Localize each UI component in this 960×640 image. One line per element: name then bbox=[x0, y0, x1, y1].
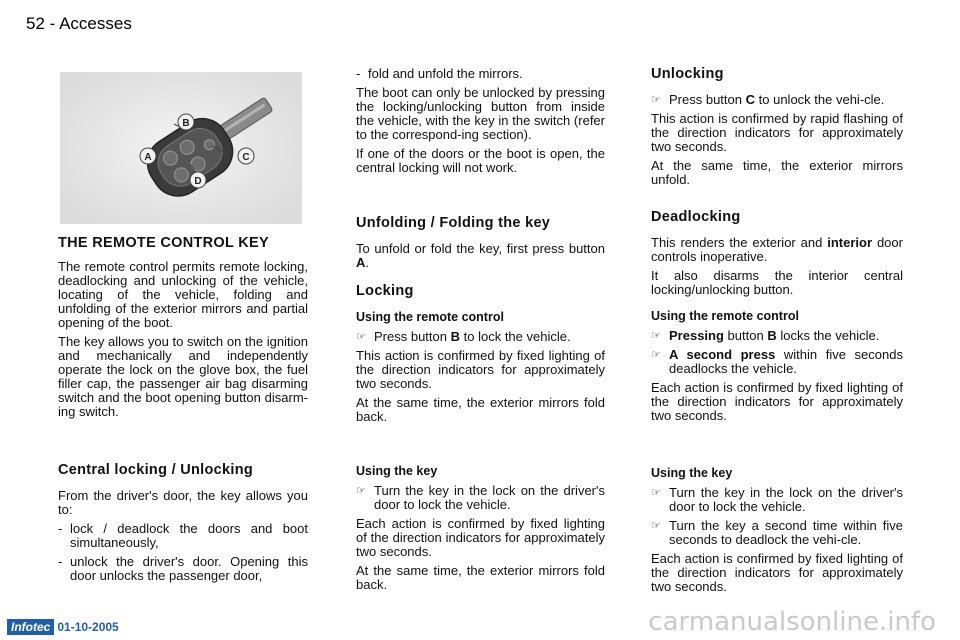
list-item-text: Turn the key in the lock on the driver's door to lock the vehicle. bbox=[669, 485, 903, 514]
paragraph: This renders the exterior and interior door controls inoperative. bbox=[651, 235, 903, 264]
paragraph: At the same time, the exterior mirrors unfold. bbox=[651, 158, 903, 187]
column-1-bottom bbox=[58, 463, 308, 588]
unfolding-heading: Unfolding / Folding the key bbox=[356, 215, 551, 231]
paragraph: To unfold or fold the key, first press button A. bbox=[356, 241, 605, 270]
svg-text:B: B bbox=[182, 118, 190, 129]
paragraph: It also disarms the interior central locking/unlocking button. bbox=[651, 268, 903, 297]
button-label-c bbox=[238, 148, 254, 164]
locking-heading: Locking bbox=[356, 283, 414, 299]
svg-text:D: D bbox=[194, 176, 202, 187]
paragraph: From the driver's door, the key allows you to: bbox=[58, 488, 308, 517]
dash-marker: - bbox=[58, 521, 63, 536]
list-item bbox=[356, 330, 605, 344]
column-3-top bbox=[651, 67, 903, 192]
unlocking-heading: Unlocking bbox=[651, 66, 724, 82]
list-item bbox=[356, 67, 605, 81]
paragraph: If one of the doors or the boot is open, the central locking will not work. bbox=[356, 146, 605, 175]
list-item-text: Press button B to lock the vehicle. bbox=[374, 329, 571, 344]
column-2-bottom bbox=[356, 464, 605, 597]
column-3-middle bbox=[651, 210, 903, 428]
list-item bbox=[356, 484, 605, 512]
pointing-hand-icon: ☞ bbox=[651, 94, 661, 106]
paragraph: Each action is confirmed by fixed lighting of the direction indicators for approximately two seconds. bbox=[651, 380, 903, 423]
pointing-hand-icon: ☞ bbox=[651, 520, 661, 532]
list-item bbox=[651, 93, 903, 107]
button-label-b bbox=[178, 114, 194, 130]
list-item bbox=[651, 348, 903, 376]
watermark: carmanualsonline.info bbox=[648, 607, 936, 637]
footer-date: 01-10-2005 bbox=[57, 620, 119, 634]
list-item-text: lock / deadlock the doors and boot simultaneously, bbox=[70, 521, 308, 550]
paragraph: The boot can only be unlocked by pressing the locking/unlocking button from inside the vehicle, with the key in the switch (refer to the correspond-ing section). bbox=[356, 85, 605, 142]
remote-key-heading: THE REMOTE CONTROL KEY bbox=[58, 235, 269, 251]
paragraph: At the same time, the exterior mirrors fold back. bbox=[356, 395, 605, 424]
list-item-text: Press button C to unlock the vehi-cle. bbox=[669, 92, 885, 107]
paragraph: At the same time, the exterior mirrors fold back. bbox=[356, 563, 605, 592]
list-item bbox=[651, 486, 903, 514]
pointing-hand-icon: ☞ bbox=[356, 331, 366, 343]
column-3-bottom bbox=[651, 466, 903, 599]
button-label-a bbox=[140, 148, 156, 164]
pointing-hand-icon: ☞ bbox=[356, 485, 366, 497]
list-item bbox=[58, 522, 308, 550]
paragraph: The key allows you to switch on the ignition and mechanically and independently operate the lock on the glove box, the fuel filler cap, the passenger air bag disarming switch and the boot opening button disarm-ing switch. bbox=[58, 334, 308, 419]
pointing-hand-icon: ☞ bbox=[651, 349, 661, 361]
svg-text:A: A bbox=[144, 152, 152, 163]
list-item bbox=[651, 519, 903, 547]
infotec-logo: Infotec bbox=[7, 619, 54, 635]
column-2-middle bbox=[356, 216, 605, 429]
remote-key-icon bbox=[60, 72, 302, 224]
paragraph: The remote control permits remote locking, deadlocking and unlocking of the vehicle, locating of the vehicle, folding and unfolding of the exterior mirrors and partial opening of the boot. bbox=[58, 259, 308, 330]
paragraph: This action is confirmed by rapid flashing of the direction indicators for approximately two seconds. bbox=[651, 111, 903, 154]
column-1-top bbox=[58, 236, 308, 424]
page-title: 52 - Accesses bbox=[26, 14, 132, 33]
list-item-text: unlock the driver's door. Opening this door unlocks the passenger door, bbox=[70, 554, 308, 583]
list-item-text: Pressing button B locks the vehicle. bbox=[669, 328, 880, 343]
paragraph: Each action is confirmed by fixed lighting of the direction indicators for approximately two seconds. bbox=[651, 551, 903, 594]
svg-text:C: C bbox=[242, 152, 250, 163]
pointing-hand-icon: ☞ bbox=[651, 330, 661, 342]
using-key-subheading: Using the key bbox=[356, 464, 438, 478]
list-item-text: A second press within five seconds deadlocks the vehicle. bbox=[669, 347, 903, 376]
column-2-top bbox=[356, 67, 605, 180]
button-label-d bbox=[190, 172, 206, 188]
central-locking-heading: Central locking / Unlocking bbox=[58, 462, 254, 478]
list-item-text: Turn the key a second time within five seconds to deadlock the vehi-cle. bbox=[669, 518, 903, 547]
dash-marker: - bbox=[356, 66, 361, 81]
using-key-subheading: Using the key bbox=[651, 466, 733, 480]
list-item bbox=[58, 555, 308, 583]
footer bbox=[7, 619, 119, 635]
list-item-text: fold and unfold the mirrors. bbox=[368, 66, 523, 81]
deadlocking-heading: Deadlocking bbox=[651, 209, 741, 225]
paragraph: This action is confirmed by fixed lighting of the direction indicators for approximately two seconds. bbox=[356, 348, 605, 391]
paragraph: Each action is confirmed by fixed lighting of the direction indicators for approximately two seconds. bbox=[356, 516, 605, 559]
dash-marker: - bbox=[58, 554, 63, 569]
remote-control-subheading: Using the remote control bbox=[651, 309, 799, 323]
list-item bbox=[651, 329, 903, 343]
list-item-text: Turn the key in the lock on the driver's door to lock the vehicle. bbox=[374, 483, 605, 512]
remote-control-subheading: Using the remote control bbox=[356, 310, 504, 324]
remote-key-illustration bbox=[60, 72, 302, 224]
pointing-hand-icon: ☞ bbox=[651, 487, 661, 499]
